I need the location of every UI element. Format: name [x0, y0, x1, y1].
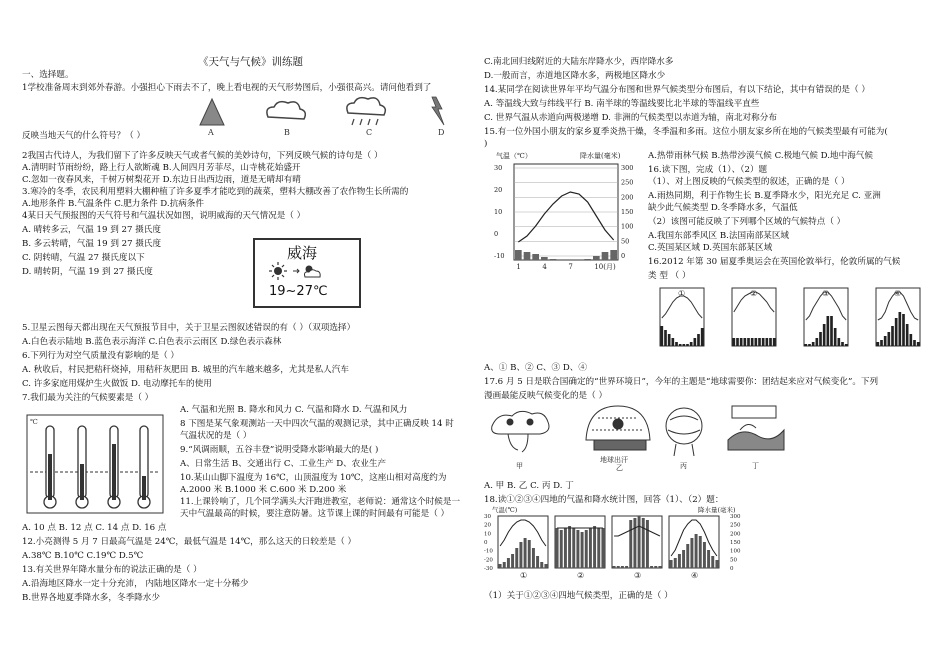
q7-options: A. 气温和光照 B. 降水和风力 C. 气温和降水 D. 气温和风力 [180, 405, 408, 415]
q15-left-tick: 20 [494, 186, 503, 194]
q18-precip-bar [617, 566, 620, 568]
q13-text: 13.有关世界年降水量分布的说法正确的是（ ） [22, 565, 202, 575]
q16b-precip-bar [679, 344, 682, 346]
q18-chart-frame [612, 516, 662, 568]
q15-right-tick: 150 [621, 208, 634, 216]
q18-precip-bar [564, 528, 567, 568]
q18-precip-bar [499, 564, 502, 568]
cartoon-label-yi: 乙 [616, 464, 623, 472]
q18-chart-frame [498, 516, 548, 568]
q18-precip-bar [625, 566, 628, 568]
q16b-precip-bar [766, 338, 769, 346]
q18-precip-bar [568, 526, 571, 568]
q18-precip-bar [593, 526, 596, 568]
q16b-options: A、① B、② C、③ D、④ [484, 363, 587, 373]
right-column [478, 0, 950, 658]
q18-precip-bar [540, 562, 543, 568]
q18-precip-bar [633, 518, 636, 568]
q16b-precip-bar [841, 342, 844, 346]
q18-right-tick: 150 [730, 540, 741, 546]
q16b-precip-bar [888, 332, 891, 346]
q16b-precip-bar [672, 338, 675, 346]
q16b-precip-bar [694, 338, 697, 346]
q16b-precip-bar [877, 342, 880, 346]
q9-options: A、日常生活 B、交通出行 C、工业生产 D、农业生产 [180, 459, 387, 469]
q16b-precip-bar [740, 338, 743, 346]
q18-right-tick: 300 [730, 514, 741, 520]
q18-left-tick: 30 [484, 514, 491, 520]
q15-x-tick: 4 [542, 263, 547, 271]
q18-precip-bar [560, 530, 563, 568]
q18-right-axis-label: 降水量(毫米) [698, 506, 736, 514]
q16b-precip-bar [758, 338, 761, 346]
q18-precip-bar [682, 550, 685, 568]
weather-forecast-box [253, 238, 361, 308]
q16b-precip-bar [884, 336, 887, 346]
q1-text: 1学校准备周末到郊外春游。小强担心下雨去不了，晚上看电视的天气形势图后，小强很高兴。请问他看到了 [22, 83, 432, 93]
q16b-precip-bar [773, 338, 776, 346]
q16b-precip-bar [690, 342, 693, 346]
q18-left-tick: 0 [484, 540, 488, 546]
q18-chart-label: ① [520, 571, 528, 580]
q16-1-text: （1）、对上图反映的气候类型的叙述，正确的是（ ） [648, 177, 850, 187]
q18-left-tick: -10 [484, 548, 493, 555]
q3-text: 3.寒冷的冬季，农民利用塑料大棚种植了许多夏季才能吃到的蔬菜，塑料大棚改善了农作物生长所需的 [22, 187, 409, 197]
q15-text: 15.有一位外国小朋友的家乡夏季炎热干燥，冬季温和多雨。这位小朋友家乡所在地的气候类型最有可能为( [484, 127, 888, 137]
q2-option-cd: C.忽如一夜春风来，千树万树梨花开 D.东边日出西边雨，道是无晴却有晴 [22, 175, 301, 185]
q13-option-d: D.一般而言，赤道地区降水多，两极地区降水少 [484, 71, 666, 81]
q16b-precip-bar [838, 338, 841, 346]
sun-triangle-icon [200, 99, 224, 125]
q16b-precip-bar [733, 338, 736, 346]
q18-left-tick: 10 [484, 531, 491, 538]
q15-right-tick: 0 [621, 252, 626, 260]
q16b-precip-bar [823, 324, 826, 346]
q2-option-ab: A.清明时节雨纷纷，路上行人欲断魂 B.人间四月芳菲尽，山寺桃花始盛开 [22, 163, 301, 173]
q18-precip-bar [532, 548, 535, 568]
q18-right-tick: 100 [730, 548, 741, 555]
q16b-chart-label: ③ [822, 289, 830, 298]
section-heading: 一、选择题。 [22, 70, 74, 80]
q15-left-tick: -10 [494, 252, 505, 260]
q18-precip-bar [544, 564, 547, 568]
q13-option-b: B.世界各地夏季降水多，冬季降水少 [22, 593, 160, 603]
q16b-chart-label: ② [750, 289, 758, 298]
q16b-precip-bar [913, 340, 916, 346]
q18-left-axis-label: 气温(℃) [492, 506, 518, 514]
q18-precip-bar [585, 530, 588, 568]
q16b-precip-bar [834, 328, 837, 346]
q16b-precip-bar [899, 312, 902, 346]
q1-option-d: D [438, 128, 445, 137]
q18-chart-label: ④ [691, 571, 699, 580]
q18-precip-bar [576, 530, 579, 568]
q16b-precip-bar [812, 342, 815, 346]
rain-cloud-icon [347, 98, 385, 115]
q18-precip-bar [589, 528, 592, 568]
q18-precip-bar [621, 566, 624, 568]
q7-text: 7.我们最为关注的气候要素是（ ） [22, 393, 154, 403]
q15-x-tick: 10(月) [594, 263, 616, 271]
q18-precip-bar [711, 556, 714, 568]
cartoon-jia [492, 411, 549, 452]
q18-precip-bar [670, 560, 673, 568]
q18-precip-bar [511, 554, 514, 568]
q15-left-tick: 10 [494, 208, 503, 216]
q15-right-tick: 200 [621, 193, 634, 202]
q15-climate-chart [492, 150, 642, 274]
q16b-precip-bar [747, 338, 750, 346]
q1-option-c: C [366, 128, 373, 137]
q15-precip-bar [532, 254, 539, 260]
q16b-precip-bar [751, 338, 754, 346]
q15-left-tick: 30 [494, 164, 503, 172]
forecast-temperature: 19~27℃ [269, 284, 328, 299]
q16-2-text: （2）该图可能反映了下列哪个区域的气候特点（ ） [648, 217, 846, 227]
q6-option-cd: C. 许多家庭用煤炉生火做饭 D. 电动摩托车的使用 [22, 379, 212, 389]
q18-precip-bar [650, 566, 653, 568]
q3-options: A.地形条件 B.气温条件 C.肥力条件 D.抗病条件 [22, 199, 204, 209]
q15-precip-bar [524, 252, 531, 260]
q16b-precip-bar [845, 344, 848, 346]
q15-x-tick: 1 [516, 263, 521, 271]
q17-options: A. 甲 B. 乙 C. 丙 D. 丁 [484, 481, 574, 491]
thermometer-figure [26, 414, 164, 514]
q16b-precip-bar [805, 344, 808, 346]
q4-option-c: C. 阴转晴，气温 27 摄氏度以下 [22, 253, 145, 263]
q15-precip-bar [593, 256, 600, 260]
q15-precip-bar [541, 257, 548, 260]
q16b-precip-bar [755, 338, 758, 346]
q18-precip-bar [536, 556, 539, 568]
q16b-precip-bar [891, 326, 894, 346]
q18-precip-bar [703, 542, 706, 568]
q6-text: 6.下列行为对空气质量没有影响的是（ ） [22, 351, 180, 361]
q1-option-a: A [208, 128, 214, 137]
q16b-precip-bar [830, 316, 833, 346]
q16b-precip-bar [769, 338, 772, 346]
q18-precip-bar [629, 520, 632, 568]
q16b-precip-bar [664, 330, 667, 346]
q18-precip-bar [690, 538, 693, 568]
q15-left-tick: 0 [494, 230, 499, 238]
q16b-precip-bar [902, 314, 905, 346]
q16b-precip-bar [819, 332, 822, 346]
q10-options: A.2000 米 B.1000 米 C.600 米 D.200 米 [180, 485, 347, 495]
q1-text-2: 反映当地天气的什么符号？（ ） [22, 131, 146, 141]
q16b-precip-bar [668, 334, 671, 346]
thermometer-unit-label: ℃ [30, 418, 38, 426]
q15-right-tick: 300 [621, 164, 634, 172]
q18-precip-bar [507, 558, 510, 568]
q15-right-tick: 50 [621, 237, 630, 246]
q15-precip-bar [550, 259, 557, 260]
q13-option-c: C.南北回归线附近的大陆东岸降水少，西岸降水多 [484, 57, 674, 67]
q16b-precip-bar [683, 344, 686, 346]
q16-2-option-ab: A.我国东部季风区 B.法国南部某区域 [648, 231, 790, 241]
q16b-precip-bar [697, 334, 700, 346]
q16b-chart-label: ④ [894, 289, 902, 298]
q16b-precip-bar [661, 326, 664, 346]
q18-chart-label: ③ [634, 571, 642, 580]
q13-option-a: A.沿海地区降水一定十分充沛， 内陆地区降水一定十分稀少 [22, 579, 249, 589]
q18-precip-bar [519, 542, 522, 568]
q18-precip-bar [695, 534, 698, 568]
cartoon-label-bing: 丙 [680, 462, 687, 470]
q11-text-2: 天中气温最高的时候，要注意防暑。这节课上课的时间最有可能是（ ） [180, 509, 450, 519]
q18-climate-charts [484, 506, 754, 582]
q5-text: 5.卫星云图每天都出现在天气预报节目中，关于卫星云图叙述错误的有（ ）（双项选择） [22, 323, 356, 333]
q17-text-2: 漫画最能反映气候变化的是（ ） [484, 391, 608, 401]
forecast-city: 威海 [287, 244, 318, 262]
q15-options: A.热带雨林气候 B.热带沙漠气候 C.极地气候 D.地中海气候 [648, 151, 873, 161]
q15-precip-bar [610, 250, 617, 260]
q9-text: 9.“风调雨顺，五谷丰登”说明受降水影响最大的是( ) [180, 445, 379, 455]
q16-text: 16.读下图，完成（1）、（2）题 [648, 165, 768, 175]
cartoon-bing [666, 408, 702, 456]
q16b-precip-bar [736, 338, 739, 346]
q18-precip-bar [556, 528, 559, 568]
q4-option-d: D. 晴转阴，气温 19 到 27 摄氏度 [22, 267, 153, 277]
cartoon-yi-caption: 地球出汗 [600, 456, 628, 464]
q15-close: ) [484, 139, 488, 149]
q15-left-axis-label: 气温（℃） [496, 152, 532, 160]
q15-right-axis-label: 降水量(毫米) [580, 152, 621, 160]
q8-text-2: 气温状况的是（ ） [180, 431, 252, 441]
q18-precip-bar [654, 566, 657, 568]
q16b-precip-bar [762, 338, 765, 346]
q16b-precip-bar [808, 344, 811, 346]
q16b-precip-bar [827, 316, 830, 346]
q18-1-text: （1）关于①②③④四地气候类型，正确的是（ ） [484, 591, 673, 601]
q18-precip-bar [638, 516, 641, 568]
q4-option-b: B. 多云转晴，气温 19 到 27 摄氏度 [22, 239, 162, 249]
q17-cartoons [488, 400, 788, 470]
q18-left-tick: -20 [484, 557, 493, 564]
q14-option-cd: C. 世界气温从赤道向两极递增 D. 非洲的气候类型以赤道为轴，南北对称分布 [484, 113, 777, 123]
q14-option-ab: A. 等温线大致与纬线平行 B. 南半球的等温线要比北半球的等温线平直些 [484, 99, 760, 109]
cartoon-label-jia: 甲 [516, 462, 523, 470]
q4-text: 4某日天气预报图的天气符号和气温状况如图，说明威海的天气情况是（ ） [22, 211, 306, 221]
q18-precip-bar [674, 558, 677, 568]
q15-precip-bar [584, 259, 591, 260]
q11-text: 11.上课铃响了，几个同学满头大汗跑进教室，老师说：通常这个时候是一 [180, 497, 461, 507]
q16-2-option-cd: C.英国某区域 D.英国东部某区域 [648, 243, 773, 253]
q18-precip-bar [503, 562, 506, 568]
q14-text: 14.某同学在阅读世界年平均气温分布图和世界气候类型分布图后，有以下结论，其中有错误的是（ ） [484, 85, 870, 95]
q4-option-a: A. 晴转多云，气温 19 到 27 摄氏度 [22, 225, 161, 235]
q18-precip-bar [528, 540, 531, 568]
q1-option-b: B [284, 128, 290, 137]
weather-symbols [180, 95, 470, 135]
q18-precip-bar [601, 528, 604, 568]
q12-text: 12.小亮测得 5 月 7 日最高气温是 24℃，最低气温是 14℃，那么这天的日较差是（ ） [22, 537, 357, 547]
q16b-precip-bar [816, 338, 819, 346]
q18-right-tick: 50 [730, 557, 737, 564]
q6-option-ab: A. 秋收后，村民把秸秆烧掉，用秸秆灰肥田 B. 城里的汽车越来越多，尤其是私人汽车 [22, 365, 349, 375]
q18-precip-bar [613, 566, 616, 568]
q18-precip-bar [515, 548, 518, 568]
q15-precip-bar [602, 252, 609, 260]
q18-precip-bar [572, 528, 575, 568]
q16b-text: 16.2012 年第 30 届夏季奥运会在英国伦敦举行，伦敦所属的气候 [648, 257, 901, 267]
q18-right-tick: 250 [730, 522, 741, 529]
q18-precip-bar [597, 528, 600, 568]
q18-chart-label: ② [577, 571, 585, 580]
q18-left-tick: 20 [484, 522, 491, 529]
q16b-precip-bar [701, 328, 704, 346]
rain-drops-icon [352, 119, 378, 125]
q8-text: 8 下图是某气象观测站一天中四次气温的观测记录，其中正确反映 14 时 [180, 419, 454, 429]
q16b-climate-charts [648, 282, 938, 356]
q10-text: 10.某山山脚下温度为 16℃，山顶温度为 10℃，这座山相对高度约为 [180, 473, 447, 483]
q5-options: A.白色表示陆地 B.蓝色表示海洋 C.白色表示云雨区 D.绿色表示森林 [22, 337, 282, 347]
q18-precip-bar [699, 536, 702, 568]
lightning-icon [432, 97, 444, 125]
q16b-text-2: 类 型 （ ） [648, 271, 691, 281]
q12-options: A.38℃ B.10℃ C.19℃ D.5℃ [22, 551, 144, 561]
q16-1-option-ab: A.雨热同期，利于作物生长 B.夏季降水少，阳光充足 C. 亚洲 [648, 191, 881, 201]
q16b-chart-label: ① [678, 289, 686, 298]
q18-text: 18.读①②③④四地的气温和降水统计图，回答（1）、（2）题： [484, 495, 724, 505]
q16b-precip-bar [880, 340, 883, 346]
q18-precip-bar [642, 518, 645, 568]
q16b-precip-bar [910, 334, 913, 346]
q16b-precip-bar [895, 318, 898, 346]
q18-precip-bar [707, 550, 710, 568]
q16b-precip-bar [744, 338, 747, 346]
q16b-precip-bar [917, 342, 920, 346]
cloud-icon [267, 102, 305, 119]
cartoon-yi [586, 406, 650, 450]
q17-text: 17.6 月 5 日是联合国确定的“世界环境日”，今年的主题是“地球需要你：团结起来应对气候变化”。下列 [484, 377, 879, 387]
q18-precip-bar [686, 544, 689, 568]
q15-right-tick: 250 [621, 178, 634, 187]
q15-x-tick: 7 [568, 263, 573, 271]
page-title: 《天气与气候》训练题 [198, 56, 303, 68]
q18-precip-bar [678, 554, 681, 568]
q15-precip-bar [515, 250, 522, 260]
cartoon-ding [728, 406, 784, 450]
q18-left-tick: -30 [484, 566, 493, 572]
q11-options: A. 10 点 B. 12 点 C. 14 点 D. 16 点 [22, 523, 167, 533]
q16b-precip-bar [906, 324, 909, 346]
q16b-precip-bar [675, 342, 678, 346]
q15-right-tick: 100 [621, 222, 634, 231]
q18-precip-bar [581, 532, 584, 568]
cartoon-label-ding: 丁 [752, 462, 759, 470]
sun-to-cloud-icon [269, 262, 345, 280]
q2-text: 2我国古代诗人，为我们留下了许多反映天气或者气候的美妙诗句，下列反映气候的诗句是（ ） [22, 151, 383, 161]
q18-precip-bar [646, 520, 649, 568]
q18-right-tick: 200 [730, 531, 741, 538]
q18-precip-bar [715, 560, 718, 568]
q18-precip-bar [524, 538, 527, 568]
q18-right-tick: 0 [730, 566, 734, 572]
q16-1-option-d: 缺少此气候类型 D.冬季降水多，气温低 [648, 203, 798, 213]
q18-precip-bar [658, 566, 661, 568]
q16b-precip-bar [686, 344, 689, 346]
